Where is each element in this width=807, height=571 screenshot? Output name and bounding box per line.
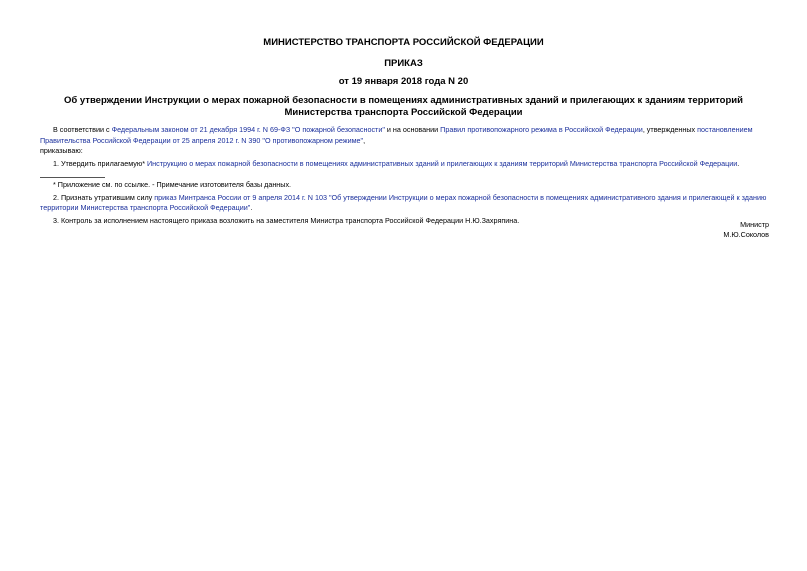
item-2-text: 2. Признать утратившим силу (53, 192, 155, 202)
item-2-end: . (250, 203, 253, 212)
signer-position: Министр (740, 220, 769, 229)
preamble-text-4: , (363, 135, 366, 145)
federal-law-link[interactable]: Федеральным законом от 21 декабря 1994 г. N 69-ФЗ "О пожарной безопасности" (111, 125, 385, 134)
footnote-text: * Приложение см. по ссылке. - Примечание изготовителя базы данных. (53, 180, 292, 189)
document-type: ПРИКАЗ (384, 58, 423, 69)
item-1-end: . (737, 158, 740, 168)
ministry-name: МИНИСТЕРСТВО ТРАНСПОРТА РОССИЙСКОЙ ФЕДЕРАЦИИ (263, 37, 544, 48)
preamble-text-3: , утвержденных (642, 125, 698, 134)
fire-regime-rules-link[interactable]: Правил противопожарного режима в Российской Федерации (440, 125, 643, 134)
item-2-paragraph (40, 193, 768, 214)
preamble-paragraph (40, 125, 768, 146)
instruction-link[interactable]: Инструкцию о мерах пожарной безопасности в помещениях административных зданий и прилегающих к зданиям территорий Министерства транспорта Российской Федерации (147, 158, 738, 168)
repealed-order-link[interactable]: приказ Минтранса России от 9 апреля 2014 г. N 103 "Об утверждении Инструкции о мерах пожарной безопасности в помещениях административного здания и прилегающей к зданию территории Министерства транспорта Российской Федерации" (40, 192, 767, 212)
order-word: приказываю: (40, 146, 83, 155)
government-resolution-link[interactable]: постановлением Правительства Российской Федерации от 25 апреля 2012 г. N 390 "О противопожарном режиме" (40, 125, 753, 145)
signer-name: М.Ю.Соколов (723, 230, 769, 239)
document-subject: Об утверждении Инструкции о мерах пожарной безопасности в помещениях административных зданий и прилегающих к зданиям территорий Министерства транспорта Российской Федерации (64, 95, 743, 118)
document-body (40, 125, 768, 226)
item-1-text: 1. Утвердить прилагаемую* (53, 158, 148, 168)
preamble-text-2: и на основании (384, 125, 441, 134)
signature-block (723, 220, 769, 240)
document-date-number: от 19 января 2018 года N 20 (338, 76, 469, 87)
item-1-paragraph (40, 159, 768, 170)
preamble-text-1: В соответствии с (53, 125, 112, 134)
item-3-paragraph: 3. Контроль за исполнением настоящего приказа возложить на заместителя Министра транспорта Российской Федерации Н.Ю.Захряпина. (53, 215, 520, 225)
footnote-divider (40, 177, 105, 178)
